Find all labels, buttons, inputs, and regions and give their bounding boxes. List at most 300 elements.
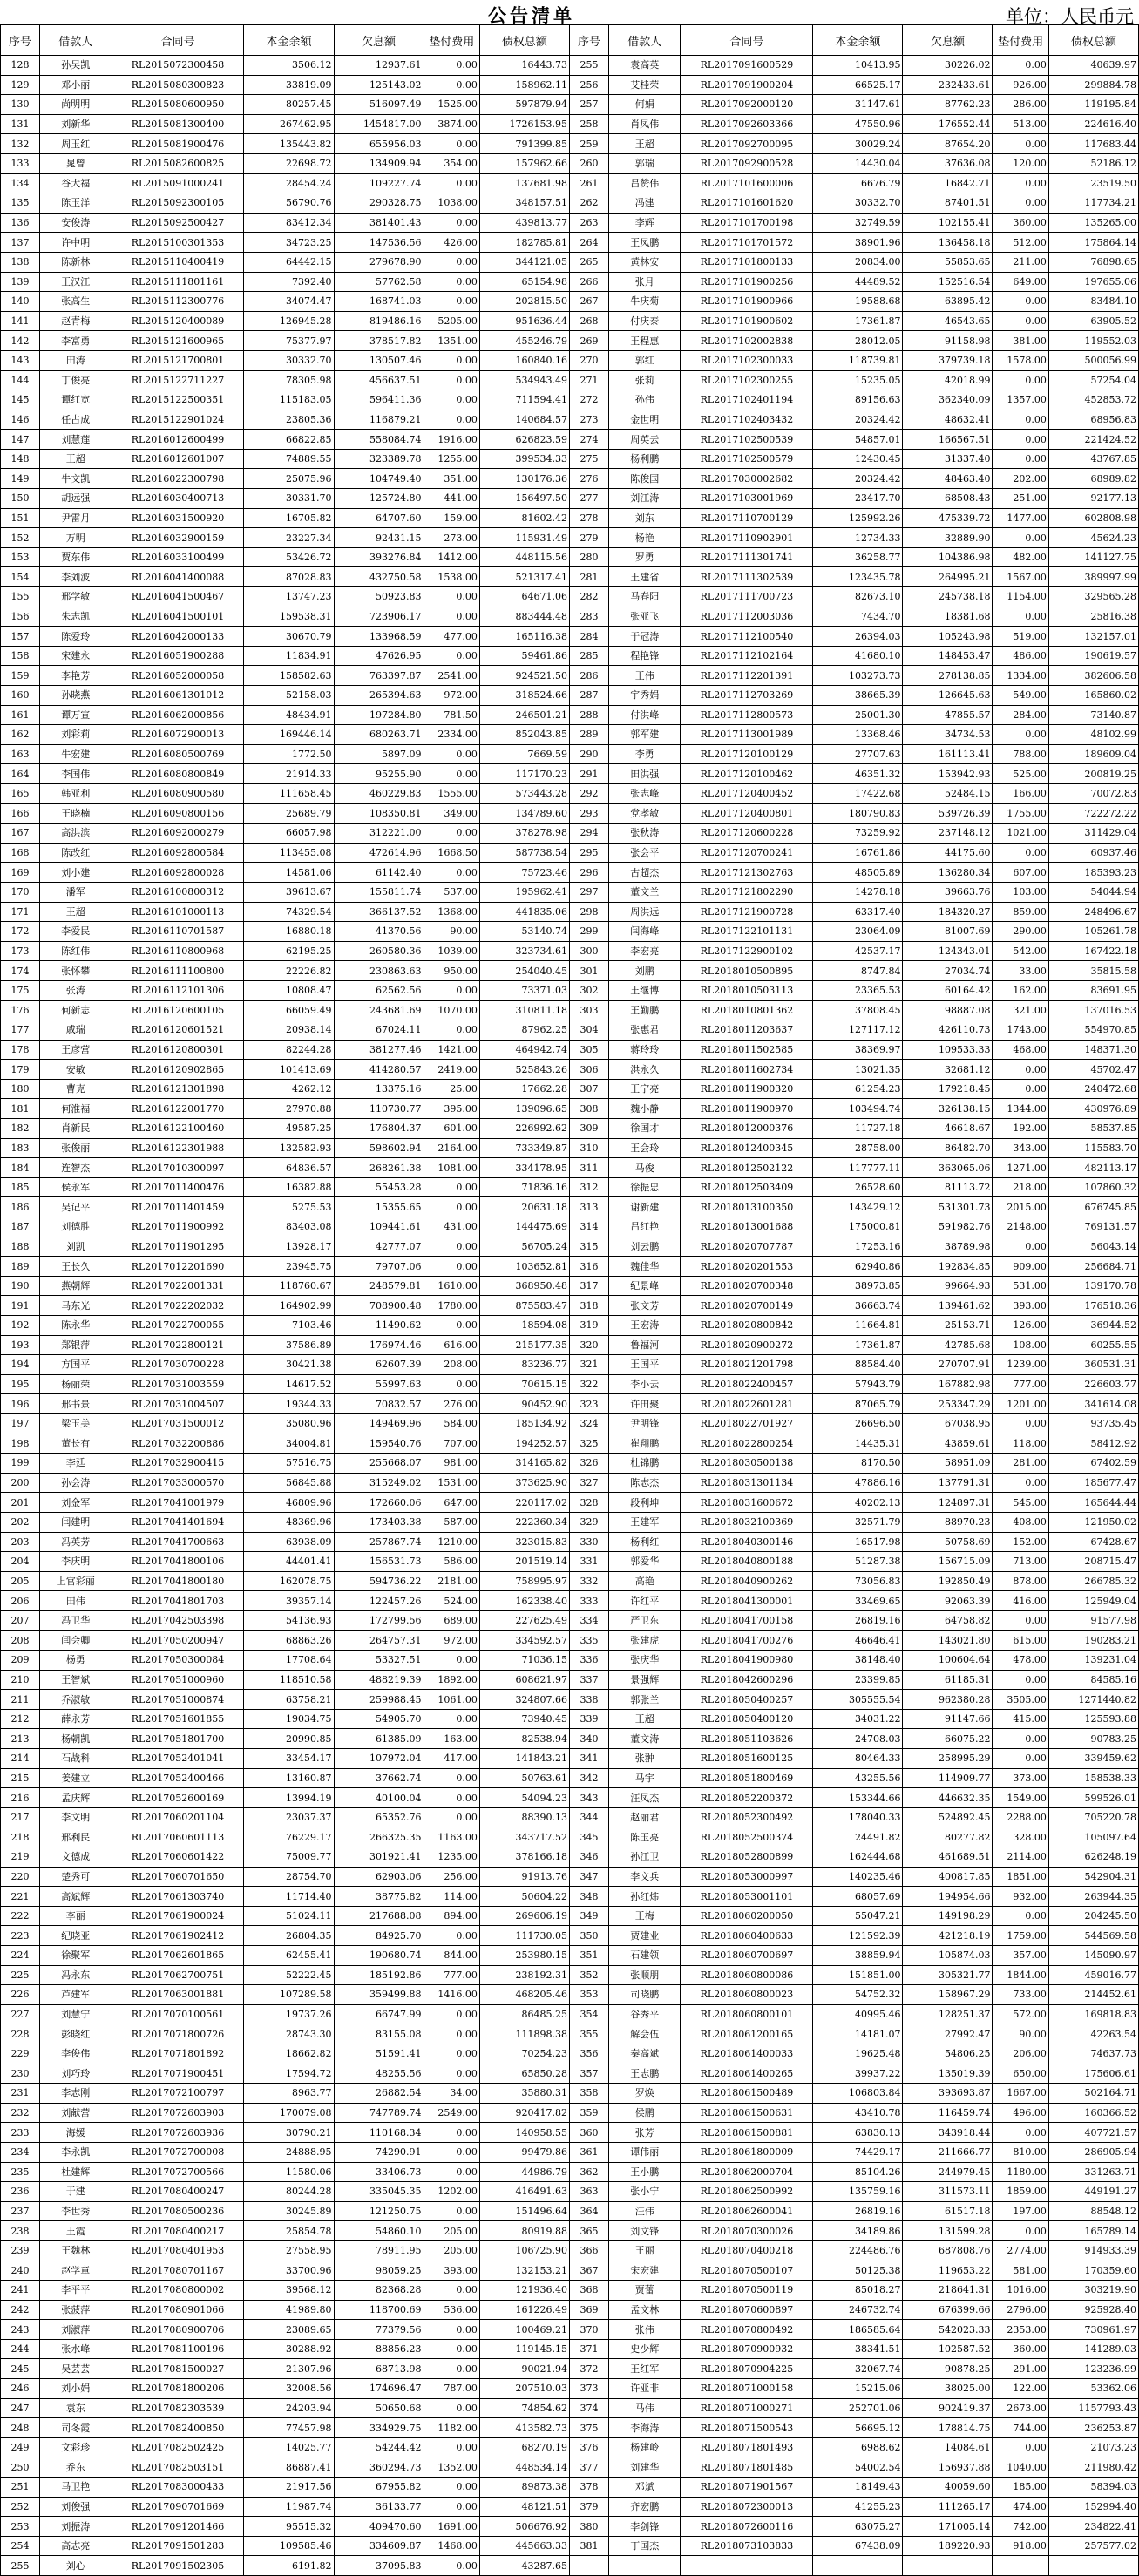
cell-advance-fees: 1038.00 [424, 193, 479, 214]
cell-interest: 174696.47 [334, 2379, 424, 2399]
cell-seq: 154 [1, 567, 40, 587]
header-total-claim: 债权总额 [1048, 25, 1138, 56]
cell-interest: 37095.83 [334, 2556, 424, 2576]
cell-borrower: 乔淑敏 [40, 1690, 112, 1710]
table-row [1, 1079, 1139, 1099]
cell-seq: 147 [1, 430, 40, 450]
cell-total-claim: 236253.87 [1048, 2418, 1138, 2438]
cell-advance-fees: 1352.00 [424, 2457, 479, 2478]
cell-principal: 37808.45 [813, 1000, 903, 1020]
cell-borrower: 高艳 [609, 1571, 681, 1591]
cell-seq: 328 [569, 1493, 608, 1513]
cell-interest: 104749.40 [334, 469, 424, 489]
cell-principal: 50125.38 [813, 2261, 903, 2281]
cell-seq: 319 [569, 1316, 608, 1336]
cell-seq: 197 [1, 1413, 40, 1434]
cell-principal: 37586.89 [244, 1335, 334, 1355]
cell-total-claim: 103652.81 [479, 1257, 569, 1277]
cell-borrower: 刘小娟 [40, 2379, 112, 2399]
table-row [1, 567, 1139, 587]
cell-borrower: 许田聚 [609, 1394, 681, 1414]
cell-total-claim: 45702.47 [1048, 1060, 1138, 1080]
cell-seq: 370 [569, 2320, 608, 2340]
cell-interest: 61517.18 [903, 2201, 993, 2221]
cell-interest: 135019.39 [903, 2064, 993, 2084]
cell-total-claim: 608621.97 [479, 1670, 569, 1690]
cell-seq: 248 [1, 2418, 40, 2438]
cell-seq: 160 [1, 686, 40, 706]
table-row [1, 1926, 1139, 1946]
cell-advance-fees: 2549.00 [424, 2103, 479, 2123]
cell-borrower: 赵青梅 [40, 311, 112, 331]
cell-seq: 228 [1, 2024, 40, 2044]
cell-seq: 337 [569, 1670, 608, 1690]
cell-seq: 140 [1, 292, 40, 312]
cell-borrower: 马伟 [609, 2398, 681, 2418]
cell-principal: 27707.63 [813, 744, 903, 764]
cell-advance-fees: 0.00 [424, 587, 479, 607]
cell-total-claim: 52186.12 [1048, 153, 1138, 173]
table-row [1, 1827, 1139, 1847]
cell-interest: 381401.43 [334, 213, 424, 233]
cell-total-claim: 190283.21 [1048, 1630, 1138, 1651]
cell-total-claim: 57254.04 [1048, 370, 1138, 390]
cell-advance-fees: 0.00 [993, 1670, 1048, 1690]
cell-principal: 16761.86 [813, 843, 903, 863]
cell-principal: 26804.35 [244, 1926, 334, 1946]
cell-borrower: 杨艳 [609, 528, 681, 548]
cell-total-claim: 189609.04 [1048, 744, 1138, 764]
cell-advance-fees: 120.00 [993, 153, 1048, 173]
table-row [1, 292, 1139, 312]
cell-principal: 24888.95 [244, 2142, 334, 2162]
cell-advance-fees: 0.00 [993, 134, 1048, 154]
cell-principal: 55047.21 [813, 1906, 903, 1926]
cell-borrower: 丁俊亮 [40, 370, 112, 390]
cell-borrower: 景强辉 [609, 1670, 681, 1690]
cell-seq: 209 [1, 1651, 40, 1671]
cell-contract-no: RL2018051800469 [681, 1768, 813, 1788]
cell-advance-fees: 163.00 [424, 1729, 479, 1749]
cell-principal: 7103.46 [244, 1316, 334, 1336]
cell-total-claim: 141127.75 [1048, 547, 1138, 567]
cell-total-claim: 16443.73 [479, 56, 569, 76]
cell-principal: 305555.54 [813, 1690, 903, 1710]
cell-seq: 339 [569, 1709, 608, 1729]
cell-interest: 301921.41 [334, 1847, 424, 1868]
cell-advance-fees: 108.00 [993, 1335, 1048, 1355]
cell-seq: 179 [1, 1060, 40, 1080]
cell-contract-no: RL2018041300001 [681, 1591, 813, 1611]
cell-interest: 155811.74 [334, 882, 424, 902]
cell-total-claim: 134789.60 [479, 803, 569, 824]
cell-interest: 268261.38 [334, 1158, 424, 1178]
cell-contract-no: RL2016112101306 [112, 980, 244, 1000]
cell-total-claim: 83691.95 [1048, 980, 1138, 1000]
cell-advance-fees: 1163.00 [424, 1827, 479, 1847]
table-row [1, 1473, 1139, 1493]
cell-contract-no: RL2017031500012 [112, 1413, 244, 1434]
cell-total-claim: 53362.06 [1048, 2379, 1138, 2399]
cell-advance-fees: 360.00 [993, 2339, 1048, 2359]
cell-advance-fees: 787.00 [424, 2379, 479, 2399]
table-row [1, 1413, 1139, 1434]
cell-total-claim: 573443.28 [479, 783, 569, 803]
cell-advance-fees: 0.00 [424, 1709, 479, 1729]
cell-seq: 131 [1, 114, 40, 134]
cell-principal: 39568.12 [244, 2281, 334, 2301]
cell-contract-no: RL2017051601855 [112, 1709, 244, 1729]
cell-contract-no: RL2018050400257 [681, 1690, 813, 1710]
cell-advance-fees: 477.00 [424, 627, 479, 647]
cell-advance-fees: 1567.00 [993, 567, 1048, 587]
cell-interest: 66747.99 [334, 2004, 424, 2024]
cell-interest: 456637.51 [334, 370, 424, 390]
cell-principal: 74889.55 [244, 449, 334, 469]
cell-contract-no: RL2018020700348 [681, 1276, 813, 1296]
cell-interest: 156937.88 [903, 2457, 993, 2478]
cell-principal: 153344.66 [813, 1788, 903, 1808]
cell-principal: 56695.12 [813, 2418, 903, 2438]
cell-total-claim: 119195.84 [1048, 95, 1138, 115]
cell-interest: 50758.69 [903, 1532, 993, 1552]
cell-principal: 41680.10 [813, 646, 903, 666]
cell-advance-fees: 0.00 [993, 430, 1048, 450]
cell-advance-fees: 1892.00 [424, 1670, 479, 1690]
table-row [1, 863, 1139, 883]
cell-total-claim: 185393.23 [1048, 863, 1138, 883]
cell-advance-fees: 2114.00 [993, 1847, 1048, 1868]
cell-contract-no: RL2017091900204 [681, 75, 813, 95]
cell-borrower: 马东光 [40, 1296, 112, 1316]
cell-advance-fees: 878.00 [993, 1571, 1048, 1591]
cell-principal: 67438.09 [813, 2536, 903, 2556]
cell-borrower: 邓小丽 [40, 75, 112, 95]
cell-principal: 24708.03 [813, 1729, 903, 1749]
table-row [1, 1788, 1139, 1808]
cell-contract-no: RL2018070800492 [681, 2320, 813, 2340]
cell-advance-fees: 647.00 [424, 1493, 479, 1513]
cell-contract-no: RL2017102002838 [681, 331, 813, 351]
cell-total-claim: 105097.64 [1048, 1827, 1138, 1847]
cell-total-claim: 89873.38 [479, 2478, 569, 2498]
cell-borrower: 刘江涛 [609, 489, 681, 509]
cell-interest: 461689.51 [903, 1847, 993, 1868]
cell-principal: 7392.40 [244, 272, 334, 292]
cell-borrower: 许中明 [40, 233, 112, 253]
cell-contract-no: RL2017110700129 [681, 508, 813, 528]
cell-principal: 13747.23 [244, 587, 334, 607]
table-row [1, 1434, 1139, 1454]
cell-total-claim: 151496.64 [479, 2201, 569, 2221]
cell-principal [813, 2556, 903, 2576]
cell-borrower: 孙红炜 [609, 1887, 681, 1907]
cell-seq: 162 [1, 725, 40, 745]
cell-contract-no: RL2015122500351 [112, 390, 244, 410]
cell-interest: 111265.17 [903, 2497, 993, 2517]
cell-contract-no: RL2017022800121 [112, 1335, 244, 1355]
cell-advance-fees [993, 2556, 1048, 2576]
cell-borrower: 许红平 [609, 1591, 681, 1611]
cell-seq: 215 [1, 1768, 40, 1788]
cell-borrower: 王彦营 [40, 1040, 112, 1060]
cell-interest: 723906.17 [334, 607, 424, 627]
cell-seq: 142 [1, 331, 40, 351]
cell-borrower: 杨利红 [609, 1532, 681, 1552]
cell-advance-fees: 1916.00 [424, 430, 479, 450]
cell-total-claim: 25816.38 [1048, 607, 1138, 627]
cell-advance-fees: 742.00 [993, 2517, 1048, 2537]
cell-advance-fees: 615.00 [993, 1630, 1048, 1651]
cell-advance-fees: 1610.00 [424, 1276, 479, 1296]
cell-interest: 84925.70 [334, 1926, 424, 1946]
cell-interest: 109533.33 [903, 1040, 993, 1060]
cell-seq: 373 [569, 2379, 608, 2399]
cell-borrower: 鲁福河 [609, 1335, 681, 1355]
cell-contract-no: RL2017011901295 [112, 1237, 244, 1257]
cell-seq: 156 [1, 607, 40, 627]
cell-borrower: 李海涛 [609, 2418, 681, 2438]
cell-principal: 123435.78 [813, 567, 903, 587]
cell-contract-no: RL2017032900415 [112, 1454, 244, 1474]
cell-borrower: 陈永华 [40, 1316, 112, 1336]
cell-interest: 116879.21 [334, 410, 424, 430]
cell-contract-no: RL2018042600296 [681, 1670, 813, 1690]
cell-principal: 16517.98 [813, 1532, 903, 1552]
cell-contract-no: RL2017120600228 [681, 824, 813, 844]
cell-principal: 126945.28 [244, 311, 334, 331]
cell-interest: 192834.85 [903, 1257, 993, 1277]
cell-interest: 172660.06 [334, 1493, 424, 1513]
cell-advance-fees: 1578.00 [993, 350, 1048, 370]
cell-interest: 687808.76 [903, 2240, 993, 2261]
cell-principal: 47886.16 [813, 1473, 903, 1493]
cell-principal: 31147.61 [813, 95, 903, 115]
cell-contract-no: RL2016111100800 [112, 961, 244, 981]
cell-contract-no: RL2018070904225 [681, 2359, 813, 2379]
cell-advance-fees: 416.00 [993, 1591, 1048, 1611]
cell-contract-no: RL2017082503151 [112, 2457, 244, 2478]
cell-interest: 363065.06 [903, 1158, 993, 1178]
cell-seq: 308 [569, 1099, 608, 1119]
cell-contract-no: RL2016012600499 [112, 430, 244, 450]
cell-interest: 266325.35 [334, 1827, 424, 1847]
cell-advance-fees: 0.00 [993, 1079, 1048, 1099]
cell-borrower: 高洪滨 [40, 824, 112, 844]
cell-total-claim: 20631.18 [479, 1197, 569, 1217]
cell-seq: 360 [569, 2123, 608, 2143]
cell-principal: 8747.84 [813, 961, 903, 981]
cell-principal: 12734.33 [813, 528, 903, 548]
cell-total-claim: 75723.46 [479, 863, 569, 883]
cell-advance-fees: 1525.00 [424, 95, 479, 115]
cell-interest: 258995.29 [903, 1749, 993, 1769]
cell-contract-no: RL2017030002682 [681, 469, 813, 489]
cell-borrower: 王超 [609, 1709, 681, 1729]
cell-seq: 268 [569, 311, 608, 331]
cell-contract-no: RL2016051900288 [112, 646, 244, 666]
cell-contract-no: RL2018061500631 [681, 2103, 813, 2123]
cell-seq: 278 [569, 508, 608, 528]
cell-interest: 46543.65 [903, 311, 993, 331]
cell-advance-fees: 1668.50 [424, 843, 479, 863]
cell-advance-fees: 2673.00 [993, 2398, 1048, 2418]
cell-interest: 594736.22 [334, 1571, 424, 1591]
cell-borrower: 上官彩丽 [40, 1571, 112, 1591]
cell-borrower: 付庆泰 [609, 311, 681, 331]
cell-principal: 68863.26 [244, 1630, 334, 1651]
table-row [1, 1000, 1139, 1020]
cell-contract-no: RL2018073103833 [681, 2536, 813, 2556]
cell-contract-no: RL2017082303539 [112, 2398, 244, 2418]
cell-principal: 42537.17 [813, 941, 903, 961]
cell-contract-no: RL2017121900728 [681, 902, 813, 922]
cell-seq: 252 [1, 2497, 40, 2517]
cell-total-claim: 169818.83 [1048, 2004, 1138, 2024]
cell-advance-fees: 0.00 [424, 1374, 479, 1394]
cell-advance-fees: 431.00 [424, 1217, 479, 1237]
table-row [1, 803, 1139, 824]
cell-interest: 516097.49 [334, 95, 424, 115]
table-row [1, 1552, 1139, 1572]
cell-total-claim: 148371.30 [1048, 1040, 1138, 1060]
cell-principal: 63317.40 [813, 902, 903, 922]
cell-total-claim: 502164.71 [1048, 2084, 1138, 2104]
cell-principal: 36258.77 [813, 547, 903, 567]
cell-advance-fees: 1859.00 [993, 2182, 1048, 2202]
cell-principal: 135443.82 [244, 134, 334, 154]
cell-principal: 132582.93 [244, 1138, 334, 1158]
cell-principal: 21917.56 [244, 2478, 334, 2498]
cell-total-claim: 195962.41 [479, 882, 569, 902]
cell-principal: 11664.81 [813, 1316, 903, 1336]
cell-interest: 55853.65 [903, 252, 993, 272]
cell-total-claim: 339459.62 [1048, 1749, 1138, 1769]
cell-total-claim: 7669.59 [479, 744, 569, 764]
table-row [1, 2142, 1139, 2162]
cell-contract-no: RL2018072600116 [681, 2517, 813, 2537]
cell-contract-no: RL2016092800028 [112, 863, 244, 883]
cell-interest: 596411.36 [334, 390, 424, 410]
cell-seq: 192 [1, 1316, 40, 1336]
cell-seq: 242 [1, 2300, 40, 2320]
cell-contract-no: RL2016090800156 [112, 803, 244, 824]
cell-contract-no: RL2017101800133 [681, 252, 813, 272]
cell-seq: 346 [569, 1847, 608, 1868]
cell-seq: 367 [569, 2261, 608, 2281]
cell-advance-fees: 0.00 [424, 2359, 479, 2379]
cell-principal: 25075.96 [244, 469, 334, 489]
cell-borrower: 何新志 [40, 1000, 112, 1020]
cell-principal: 51024.11 [244, 1906, 334, 1926]
cell-total-claim: 86485.25 [479, 2004, 569, 2024]
cell-seq: 344 [569, 1807, 608, 1827]
cell-borrower: 高志亮 [40, 2536, 112, 2556]
cell-principal: 62940.86 [813, 1257, 903, 1277]
cell-principal: 8170.50 [813, 1454, 903, 1474]
cell-principal: 14025.77 [244, 2437, 334, 2457]
cell-interest: 149469.96 [334, 1413, 424, 1434]
cell-principal: 61254.23 [813, 1079, 903, 1099]
cell-borrower: 王汉江 [40, 272, 112, 292]
cell-principal: 162444.68 [813, 1847, 903, 1868]
cell-principal: 82673.10 [813, 587, 903, 607]
cell-seq: 136 [1, 213, 40, 233]
cell-borrower: 高斌辉 [40, 1887, 112, 1907]
cell-advance-fees: 122.00 [993, 2379, 1048, 2399]
cell-seq: 355 [569, 2024, 608, 2044]
cell-contract-no: RL2017112102164 [681, 646, 813, 666]
cell-seq: 338 [569, 1690, 608, 1710]
cell-interest: 78911.95 [334, 2240, 424, 2261]
cell-total-claim: 343717.52 [479, 1827, 569, 1847]
cell-interest: 38789.98 [903, 1237, 993, 1257]
table-row [1, 2359, 1139, 2379]
cell-advance-fees: 859.00 [993, 902, 1048, 922]
cell-seq: 199 [1, 1454, 40, 1474]
cell-interest: 58951.09 [903, 1454, 993, 1474]
cell-borrower: 徐聚军 [40, 1946, 112, 1966]
cell-advance-fees: 0.00 [993, 1060, 1048, 1080]
cell-interest: 55453.28 [334, 1177, 424, 1197]
cell-total-claim: 119552.03 [1048, 331, 1138, 351]
cell-contract-no: RL2016100800312 [112, 882, 244, 902]
cell-contract-no: RL2018070300026 [681, 2221, 813, 2241]
cell-borrower: 秦高斌 [609, 2044, 681, 2064]
cell-principal: 85104.26 [813, 2162, 903, 2182]
cell-borrower: 彭晓红 [40, 2024, 112, 2044]
cell-seq: 174 [1, 961, 40, 981]
cell-advance-fees: 351.00 [424, 469, 479, 489]
cell-borrower: 贾东伟 [40, 547, 112, 567]
table-row [1, 1807, 1139, 1827]
cell-contract-no: RL2018012000376 [681, 1119, 813, 1139]
cell-borrower: 闫海峰 [609, 922, 681, 942]
cell-total-claim: 602808.98 [1048, 508, 1138, 528]
cell-interest: 92431.15 [334, 528, 424, 548]
cell-borrower: 齐宏鹏 [609, 2497, 681, 2517]
cell-total-claim: 50763.61 [479, 1768, 569, 1788]
cell-borrower: 晁曾 [40, 153, 112, 173]
cell-borrower: 邢学敏 [40, 587, 112, 607]
cell-borrower: 杨丽荣 [40, 1374, 112, 1394]
cell-seq: 153 [1, 547, 40, 567]
cell-advance-fees: 525.00 [993, 764, 1048, 784]
cell-borrower: 陈志杰 [609, 1473, 681, 1493]
cell-total-claim: 455246.79 [479, 331, 569, 351]
cell-borrower: 刘新华 [40, 114, 112, 134]
cell-advance-fees: 1235.00 [424, 1847, 479, 1868]
cell-borrower: 张顺朋 [609, 1965, 681, 1985]
cell-seq: 181 [1, 1099, 40, 1119]
table-row [1, 2497, 1139, 2517]
table-row [1, 1177, 1139, 1197]
cell-seq: 164 [1, 764, 40, 784]
cell-advance-fees: 581.00 [993, 2261, 1048, 2281]
cell-borrower: 刘金军 [40, 1493, 112, 1513]
cell-principal: 14435.31 [813, 1434, 903, 1454]
table-row [1, 311, 1139, 331]
cell-principal: 25854.78 [244, 2221, 334, 2241]
cell-principal: 33819.09 [244, 75, 334, 95]
cell-total-claim: 137016.53 [1048, 1000, 1138, 1020]
cell-interest: 74290.91 [334, 2142, 424, 2162]
cell-total-claim: 76898.65 [1048, 252, 1138, 272]
table-row [1, 1749, 1139, 1769]
cell-seq: 235 [1, 2162, 40, 2182]
cell-seq: 208 [1, 1630, 40, 1651]
table-row [1, 1158, 1139, 1178]
